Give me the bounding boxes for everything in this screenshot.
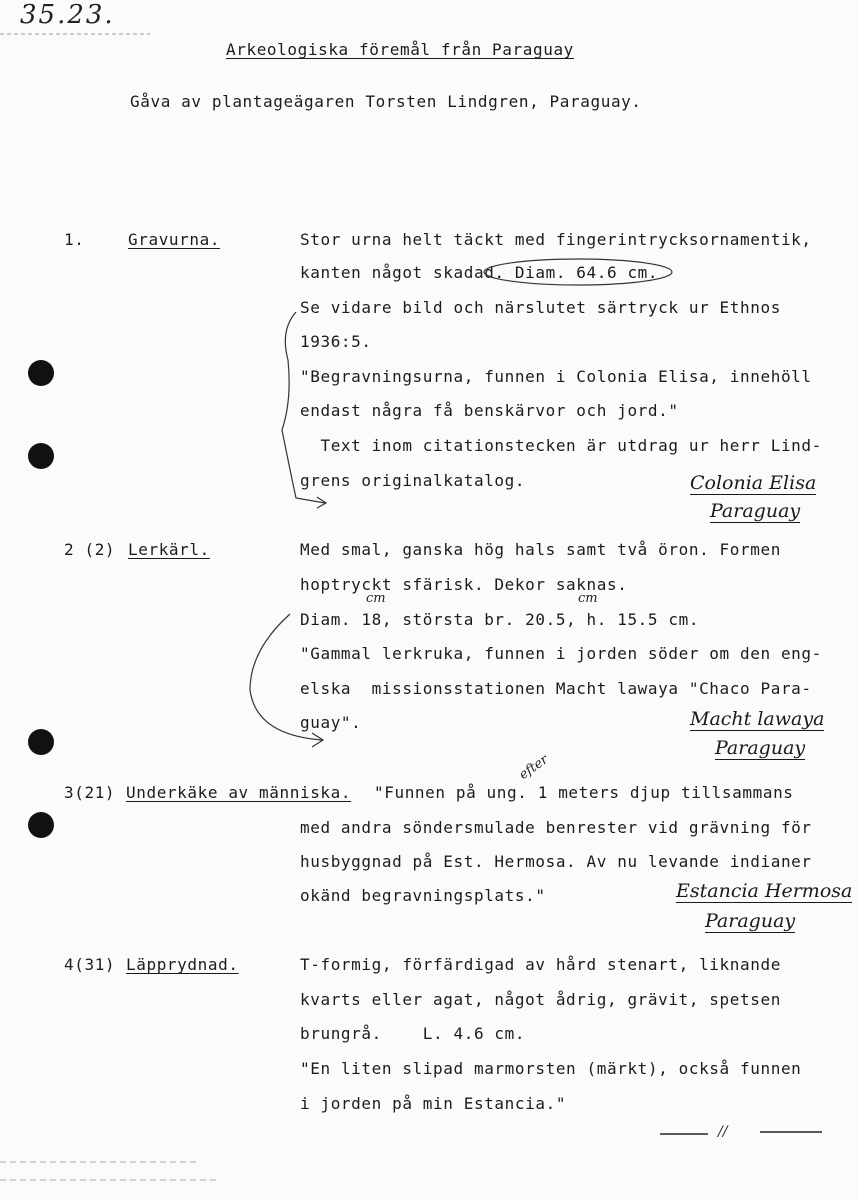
footer-mark: // bbox=[718, 1124, 728, 1140]
item-line: Text inom citationstecken är utdrag ur herr Lind- bbox=[300, 436, 822, 455]
item-line: brungrå. L. 4.6 cm. bbox=[300, 1024, 526, 1043]
item-line: "Funnen på ung. 1 meters djup tillsammans bbox=[374, 783, 794, 802]
item-line: hoptryckt sfärisk. Dekor saknas. bbox=[300, 575, 628, 594]
item-line: elska missionsstationen Macht lawaya "Chaco Para- bbox=[300, 679, 812, 698]
item-line: husbyggnad på Est. Hermosa. Av nu levande indianer bbox=[300, 852, 812, 871]
item-line: Diam. 18, största br. 20.5, h. 15.5 cm. bbox=[300, 610, 700, 629]
handwritten-annotation: Estancia Hermosa bbox=[676, 880, 853, 902]
bracket-mark bbox=[282, 312, 325, 503]
item-line: endast några få benskärvor och jord." bbox=[300, 401, 679, 420]
margin-note: cm bbox=[578, 591, 598, 606]
item-line: i jorden på min Estancia." bbox=[300, 1094, 567, 1113]
item-line: "Gammal lerkruka, funnen i jorden söder om den eng- bbox=[300, 644, 822, 663]
item-line: Stor urna helt täckt med fingerintrycksornamentik, bbox=[300, 230, 812, 249]
handwritten-annotation: Macht lawaya bbox=[690, 708, 825, 730]
item-line: kvarts eller agat, något ådrig, grävit, spetsen bbox=[300, 990, 781, 1009]
item-line: Med smal, ganska hög hals samt två öron. Formen bbox=[300, 540, 781, 559]
handwritten-annotation: Paraguay bbox=[710, 500, 801, 522]
item-line: grens originalkatalog. bbox=[300, 471, 526, 490]
item-line: T-formig, förfärdigad av hård stenart, liknande bbox=[300, 955, 781, 974]
handwritten-annotation: Paraguay bbox=[705, 910, 796, 932]
document-title: Arkeologiska föremål från Paraguay bbox=[226, 40, 574, 59]
item-line: 1936:5. bbox=[300, 332, 372, 351]
handwritten-annotation: Colonia Elisa bbox=[690, 472, 817, 494]
item-number: 1. bbox=[64, 230, 85, 249]
item-line: Se vidare bild och närslutet särtryck ur Ethnos bbox=[300, 298, 781, 317]
item-number: 3(21) bbox=[64, 783, 116, 802]
item-number: 2 (2) bbox=[64, 540, 116, 559]
item-name: Lerkärl. bbox=[128, 540, 210, 559]
document-subtitle: Gåva av plantageägaren Torsten Lindgren, Paraguay. bbox=[130, 92, 642, 111]
item-line: guay". bbox=[300, 713, 362, 732]
circle-mark bbox=[484, 259, 672, 285]
handwritten-annotation: Paraguay bbox=[715, 737, 806, 759]
archive-number: 35.23. bbox=[20, 0, 115, 30]
curve-arrow bbox=[250, 614, 322, 740]
item-number: 4(31) bbox=[64, 955, 116, 974]
item-line: med andra söndersmulade benrester vid grävning för bbox=[300, 818, 812, 837]
item-name: Läpprydnad. bbox=[126, 955, 239, 974]
item-line: "En liten slipad marmorsten (märkt), också funnen bbox=[300, 1059, 802, 1078]
item-line: "Begravningsurna, funnen i Colonia Elisa, innehöll bbox=[300, 367, 812, 386]
item-name: Gravurna. bbox=[128, 230, 221, 249]
item-line: kanten något skadad. Diam. 64.6 cm. bbox=[300, 263, 659, 282]
margin-note: cm bbox=[366, 591, 386, 606]
margin-note: efter bbox=[516, 752, 552, 783]
item-name: Underkäke av människa. bbox=[126, 783, 352, 802]
item-line: okänd begravningsplats." bbox=[300, 886, 546, 905]
